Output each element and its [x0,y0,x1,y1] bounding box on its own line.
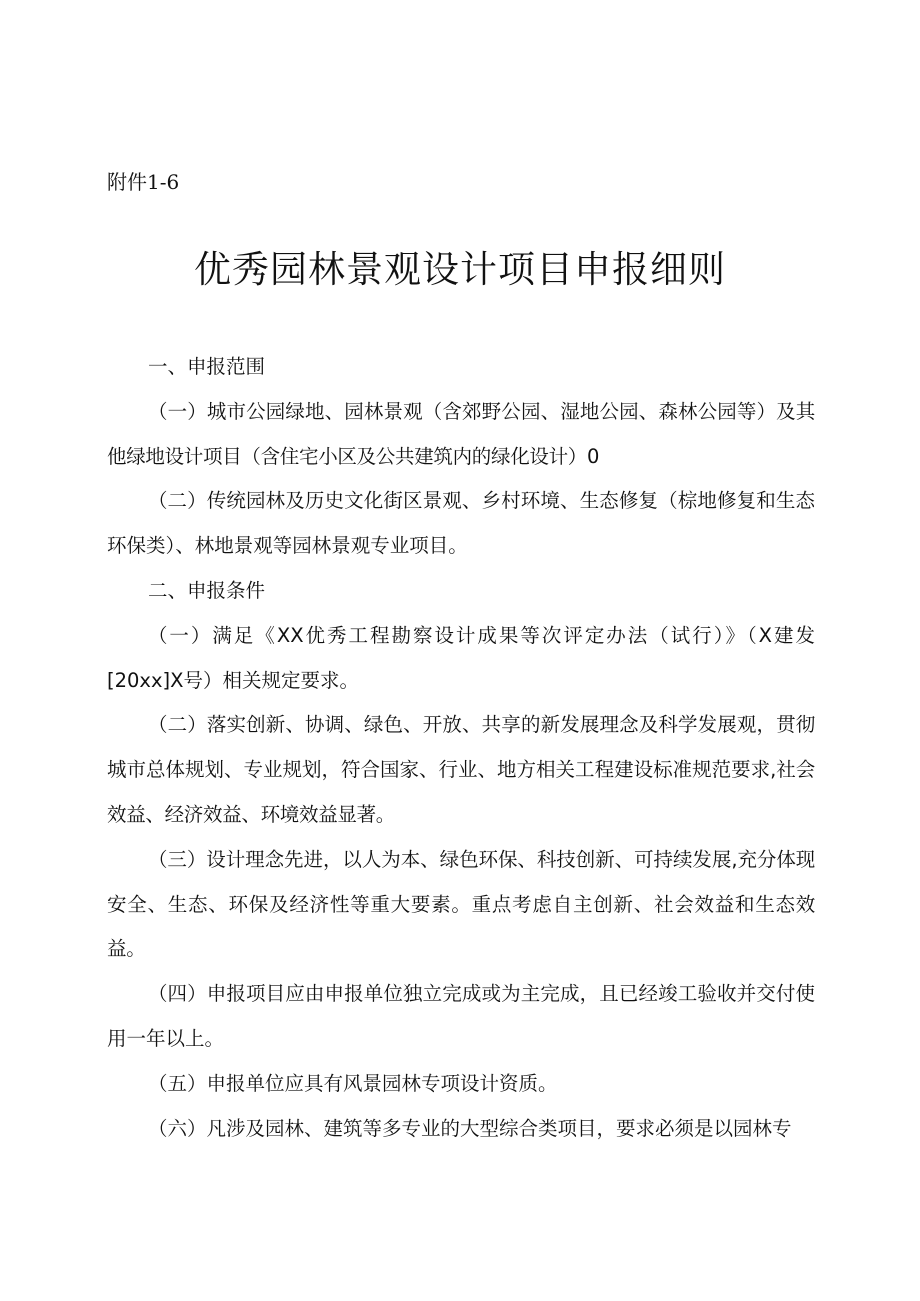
document-title: 优秀园林景观设计项目申报细则 [194,248,726,291]
condition-item-2: （二）落实创新、协调、绿色、开放、共享的新发展理念及科学发展观，贯彻城市总体规划、专业规划，符合国家、行业、地方相关工程建设标准规范要求,社会效益、经济效益、环境效益显著。 [107,713,815,826]
condition-item-3: （三）设计理念先进，以人为本、绿色环保、科技创新、可持续发展,充分体现安全、生态、环保及经济性等重大要素。重点考虑自主创新、社会效益和生态效益。 [107,847,815,961]
scope-item-2: （二）传统园林及历史文化街区景观、乡村环境、生态修复（棕地修复和生态环保类）、林地景观等园林景观专业项目。 [107,489,815,558]
attachment-label: 附件1-6 [107,170,180,194]
scope-item-1: （一）城市公园绿地、园林景观（含郊野公园、湿地公园、森林公园等）及其他绿地设计项目（含住宅小区及公共建筑内的绿化设计）0 [107,399,815,468]
document-body [107,345,815,1151]
condition-item-5: （五）申报单位应具有风景园林专项设计资质。 [147,1071,558,1095]
section-heading-conditions: 二、申报条件 [147,578,265,602]
condition-item-4: （四）申报项目应由申报单位独立完成或为主完成，且已经竣工验收并交付使用一年以上。 [107,982,815,1050]
section-heading-scope: 一、申报范围 [147,355,265,378]
condition-item-6: （六）凡涉及园林、建筑等多专业的大型综合类项目，要求必须是以园林专 [147,1116,792,1140]
condition-item-1: （一）满足《XX优秀工程勘察设计成果等次评定办法（试行）》（X建发[20xx]X号）相关规定要求。 [107,623,815,692]
